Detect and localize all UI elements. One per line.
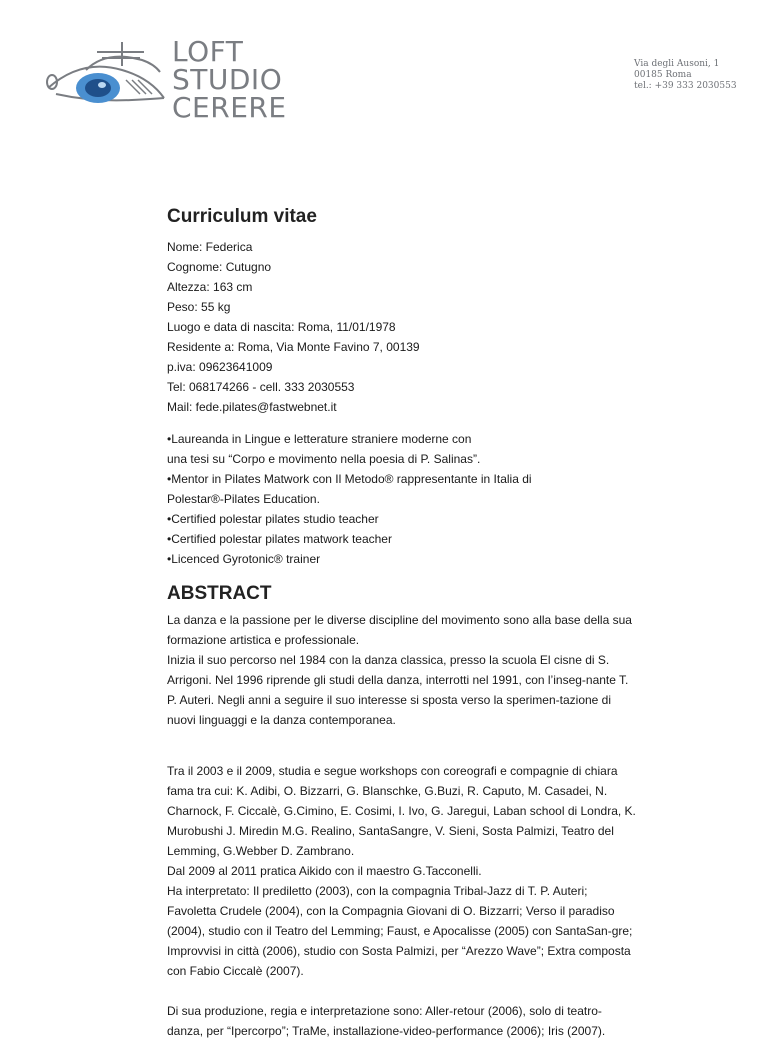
abstract-paragraph: Di sua produzione, regia e interpretazione sono: Aller-retour (2006), solo di teatro-danza, per “Ipercorpo”; TraMe, installazione-video-performance (2006); Iris (2007).	[167, 1004, 606, 1038]
personal-residence: Residente a: Roma, Via Monte Favino 7, 00139	[167, 340, 420, 354]
abstract-paragraph: Ha interpretato: Il prediletto (2003), con la compagnia Tribal-Jazz di T. P. Auteri; Favoletta Crudele (2004), con la Compagnia Giovani di O. Bizzarri; Verso il paradiso (2004), studio con il Teatro del Lemming; Faust, e Apocalisse (2005) con SantaSan-gre; Improvvisi in città (2006), studio con Sosta Palmizi, per “Arezzo Wave”; Extra composta con Fabio Ciccalè (2007).	[167, 884, 633, 978]
logo-line-loft: LOFT	[172, 35, 244, 68]
personal-vat: p.iva: 09623641009	[167, 360, 273, 374]
personal-phone: Tel: 068174266 - cell. 333 2030553	[167, 380, 355, 394]
logo-line-studio: STUDIO	[172, 63, 283, 96]
personal-mail: Mail: fede.pilates@fastwebnet.it	[167, 400, 337, 414]
abstract-paragraph: Inizia il suo percorso nel 1984 con la danza classica, presso la scuola El cisne di S. Arrigoni. Nel 1996 riprende gli studi della danza, interrotti nel 1991, con l’inseg-nante T. P. Auteri. Negli anni a seguire il suo interesse si sposta verso la sperimen-tazione di nuovi linguaggi e la danza contemporanea.	[167, 653, 629, 727]
eye-logo-icon	[42, 36, 167, 116]
qualifications	[167, 429, 647, 569]
address-phone: tel.: +39 333 2030553	[634, 81, 737, 91]
personal-height: Altezza: 163 cm	[167, 280, 253, 294]
address-street: Via degli Ausoni, 1	[634, 59, 720, 69]
personal-name: Nome: Federica	[167, 240, 253, 254]
abstract-paragraph: Tra il 2003 e il 2009, studia e segue workshops con coreografi e compagnie di chiara fama tra cui: K. Adibi, O. Bizzarri, G. Blanschke, G.Buzi, R. Caputo, M. Casadei, N. Charnock, F. Ciccalè, G.Cimino, E. Cosimi, I. Ivo, G. Jaregui, Laban school di Londra, K. Murobushi J. Miredin M.G. Realino, SantaSangre, V. Sieni, Sosta Palmizi, Teatro del Lemming, G.Webber D. Zambrano.	[167, 764, 636, 858]
abstract-title: ABSTRACT	[167, 583, 272, 604]
personal-surname: Cognome: Cutugno	[167, 260, 272, 274]
qualification-item: •Mentor in Pilates Matwork con Il Metodo® rappresentante in Italia di	[167, 472, 532, 486]
personal-weight: Peso: 55 kg	[167, 300, 231, 314]
qualification-item: •Certified polestar pilates matwork teacher	[167, 532, 392, 546]
studio-address	[634, 59, 737, 92]
qualification-item: Polestar®-Pilates Education.	[167, 492, 320, 506]
qualification-item: •Certified polestar pilates studio teacher	[167, 512, 379, 526]
logo-wordmark	[172, 35, 287, 124]
studio-logo	[42, 35, 292, 124]
qualification-item: •Licenced Gyrotonic® trainer	[167, 552, 321, 566]
abstract-paragraph: Dal 2009 al 2011 pratica Aikido con il maestro G.Tacconelli.	[167, 864, 482, 878]
personal-info	[167, 237, 647, 417]
qualification-item: una tesi su “Corpo e movimento nella poesia di P. Salinas”.	[167, 452, 481, 466]
address-city: 00185 Roma	[634, 70, 692, 80]
qualification-item: •Laureanda in Lingue e letterature straniere moderne con	[167, 432, 472, 446]
abstract-paragraph: La danza e la passione per le diverse discipline del movimento sono alla base della sua formazione artistica e professionale.	[167, 613, 632, 647]
cv-title: Curriculum vitae	[167, 206, 317, 227]
personal-birth: Luogo e data di nascita: Roma, 11/01/1978	[167, 320, 396, 334]
cv-content	[167, 204, 647, 1041]
logo-line-cerere: CERERE	[172, 91, 287, 124]
